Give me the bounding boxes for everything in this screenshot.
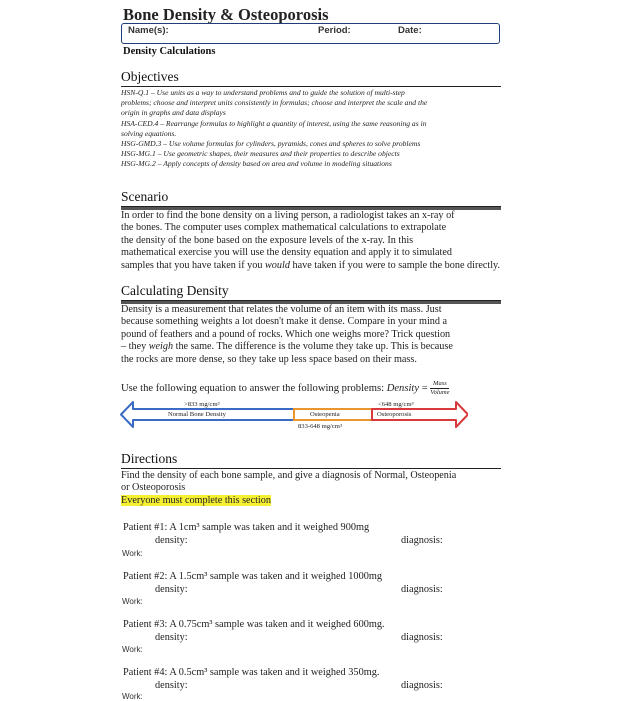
density-equation: Use the following equation to answer the following problems: Density = $\frac{\text{Mass}}{\text{Volume}}$ <box>121 380 450 396</box>
normal-value: >833 mg/cm³ <box>184 401 220 408</box>
objective-line: HSG-MG.1 – Use geometric shapes, their measures and their properties to describe objects <box>121 149 400 159</box>
directions-heading: Directions <box>121 451 501 469</box>
patient-1-prompt: Patient #1: A 1cm³ sample was taken and it weighed 900mg <box>123 522 370 533</box>
directions-text <box>121 470 505 507</box>
calculating-line: the rocks are more dense, so they take up less space based on their mass. <box>121 353 417 365</box>
objective-line: HSG-GMD.3 – Use volume formulas for cylinders, pyramids, cones and spheres to solve problems <box>121 139 421 149</box>
objective-line: HSA-CED.4 – Rearrange formulas to highlight a quantity of interest, using the same reasoning as in <box>121 118 427 128</box>
osteoporosis-value: <648 mg/cm³ <box>378 401 414 408</box>
patient-2-prompt: Patient #2: A 1.5cm³ sample was taken and it weighed 1000mg <box>123 571 383 582</box>
patient-1-diagnosis-label: diagnosis: <box>401 535 443 546</box>
patient-3-density-label: density: <box>155 632 188 643</box>
scenario-line: the bones. The computer uses complex mathematical calculations to extrapolate <box>121 222 447 234</box>
patient-3-diagnosis-label: diagnosis: <box>401 632 443 643</box>
patient-1-work-label: Work: <box>122 549 143 558</box>
mass-over-volume: $\frac{\text{Mass}}{\text{Volume}}$ <box>430 380 450 396</box>
osteoporosis-label: Osteoporosis <box>377 411 412 418</box>
patient-3-prompt: Patient #3: A 0.75cm³ sample was taken and it weighed 600mg. <box>123 619 385 630</box>
osteopenia-range: 833-648 mg/cm³ <box>298 423 342 430</box>
objective-line: problems; choose and interpret units consistently in formulas; choose and interpret the scale and the <box>121 98 428 108</box>
name-label: Name(s): <box>128 25 169 36</box>
calculating-heading: Calculating Density <box>121 283 501 301</box>
patient-1-density-label: density: <box>155 535 188 546</box>
date-label: Date: <box>398 25 422 36</box>
density-variable: Density <box>386 382 420 394</box>
patient-4-density-label: density: <box>155 680 188 691</box>
objective-line: origin in graphs and data displays <box>121 108 226 118</box>
objective-line: HSN-Q.1 – Use units as a way to understand problems and to guide the solution of multi-step <box>121 88 405 97</box>
objective-line: HSG-MG.2 – Apply concepts of density based on area and volume in modeling situations <box>121 159 392 169</box>
subtitle: Density Calculations <box>123 46 216 57</box>
directions-highlight: Everyone must complete this section <box>121 494 271 506</box>
patient-2-diagnosis-label: diagnosis: <box>401 584 443 595</box>
patient-3-work-label: Work: <box>122 645 143 654</box>
calculating-line: Density is a measurement that relates the volume of an item with its mass. Just <box>121 304 442 315</box>
patient-4-prompt: Patient #4: A 0.5cm³ sample was taken and it weighed 350mg. <box>123 667 380 678</box>
patient-2-density-label: density: <box>155 584 188 595</box>
patient-4-diagnosis-label: diagnosis: <box>401 680 443 691</box>
calculating-line: because something weights a lot doesn't make it dense. Compare in your mind a <box>121 316 448 328</box>
scenario-line: mathematical exercise you will use the density equation and apply it to simulated <box>121 247 453 259</box>
period-label: Period: <box>318 25 351 36</box>
name-period-date-box <box>121 23 500 44</box>
page-title: Bone Density & Osteoporosis <box>123 5 329 24</box>
normal-label: Normal Bone Density <box>168 411 226 418</box>
objective-line: solving equations. <box>121 128 177 138</box>
directions-line: or Osteoporosis <box>121 482 186 494</box>
scenario-text <box>121 210 505 272</box>
calculating-text <box>121 304 505 366</box>
objectives-list <box>121 88 503 170</box>
scenario-line: samples that you have taken if you would have taken if you were to sample the bone directly. <box>121 259 501 271</box>
patient-2-work-label: Work: <box>122 597 143 606</box>
scenario-line: In order to find the bone density on a living person, a radiologist takes an x-ray of <box>121 210 455 221</box>
calculating-line: pound of feathers and a pound of rocks. Which one weighs more? Trick question <box>121 328 451 340</box>
directions-line: Find the density of each bone sample, and give a diagnosis of Normal, Osteopenia <box>121 470 457 481</box>
calculating-line: – they weigh the same. The difference is the volume they take up. This is because <box>121 341 453 353</box>
scenario-line: the density of the bone based on the exposure levels of the x-ray. In this <box>121 234 414 246</box>
objectives-heading: Objectives <box>121 69 501 87</box>
osteopenia-label: Osteopenia <box>310 411 340 418</box>
patient-4-work-label: Work: <box>122 692 143 701</box>
scenario-heading: Scenario <box>121 189 501 207</box>
